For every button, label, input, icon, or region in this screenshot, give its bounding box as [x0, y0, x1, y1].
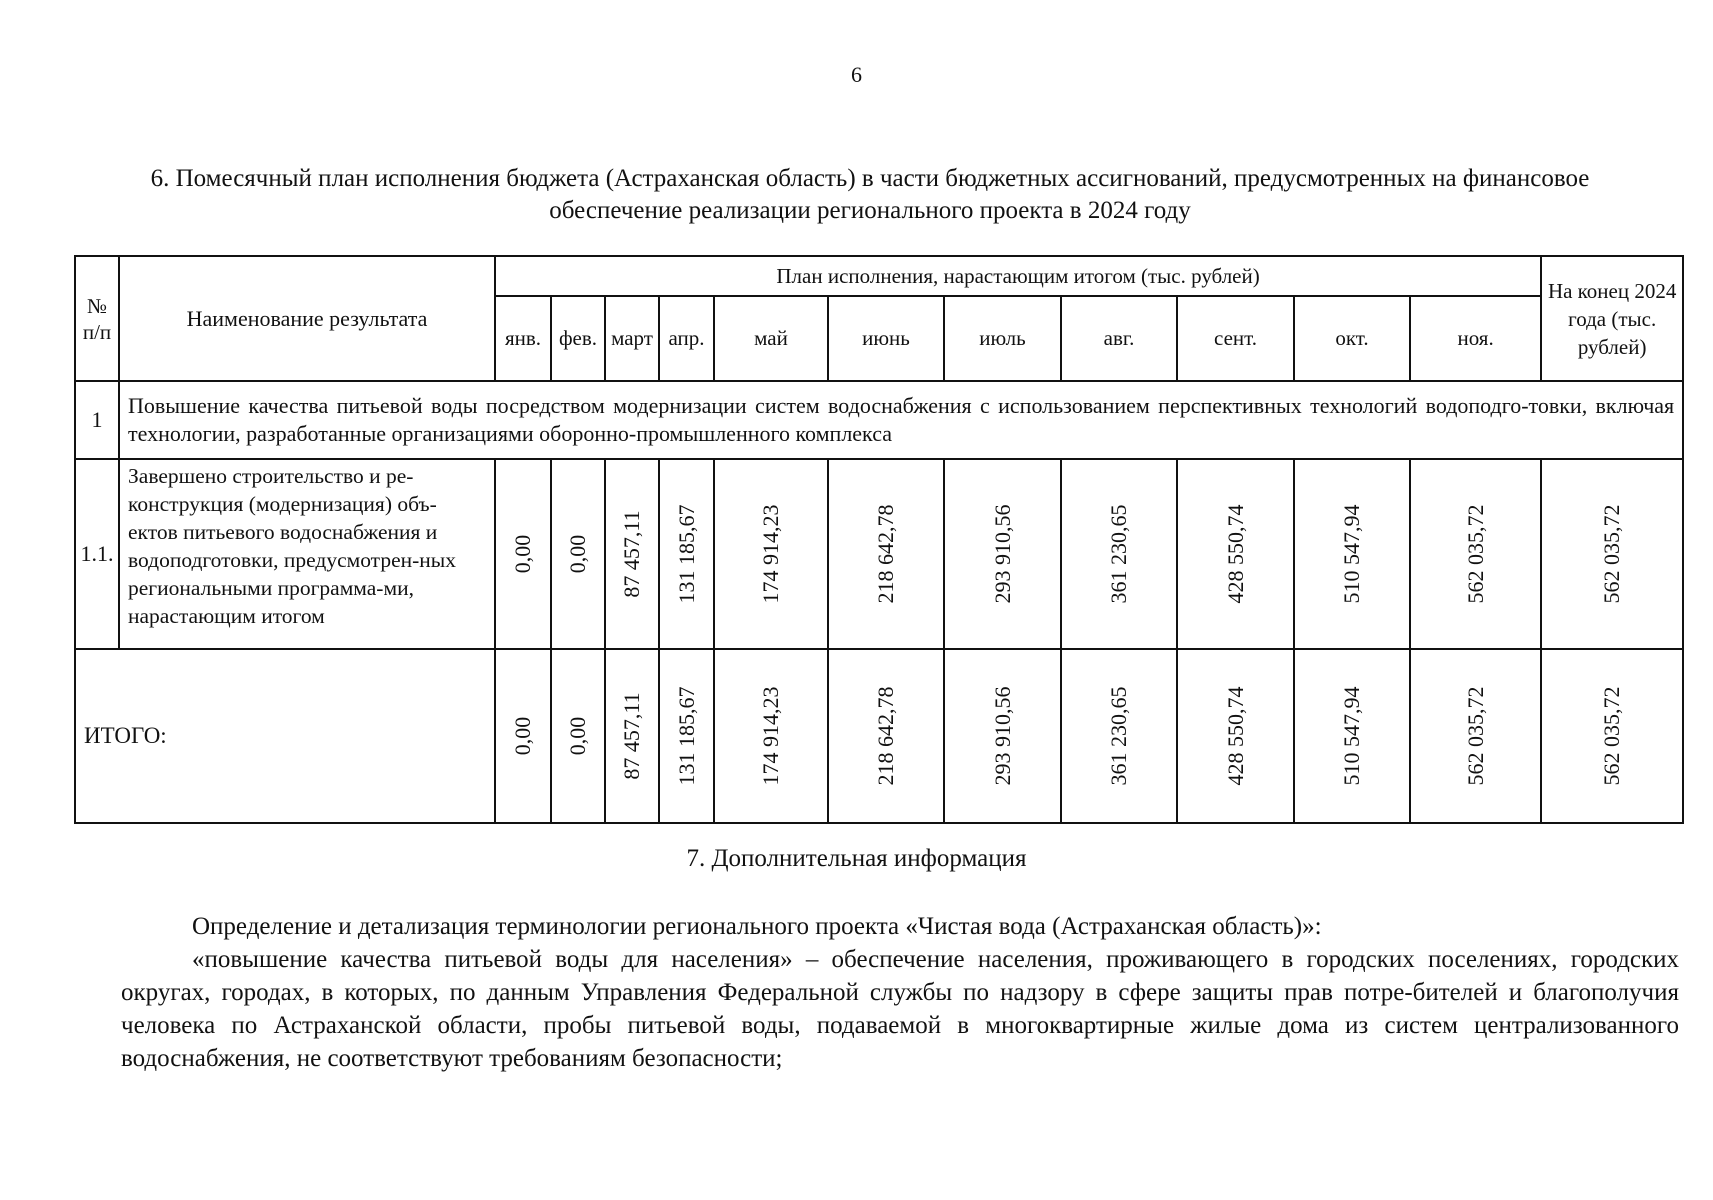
total-row-value: 0,00	[510, 716, 535, 756]
header-num: № п/п	[75, 256, 119, 381]
total-row-value: 428 550,74	[1222, 686, 1248, 786]
total-row-value: 562 035,72	[1462, 686, 1488, 786]
goal-row-num: 1	[75, 381, 119, 459]
result-row-value: 361 230,65	[1106, 504, 1131, 604]
additional-info	[121, 910, 1679, 1075]
info-paragraph: «повышение качества питьевой воды для населения» – обеспечение населения, проживающего в городских поселениях, городских округах, городах, в которых, по данным Управления Федеральной службы по надзору в сфере защиты прав потре-бителей и благополучия человека по Астраханской области, пробы питьевой воды, подаваемой в многоквартирные жилые дома из систем централизованного водоснабжения, не соответствуют требованиям безопасности;	[121, 946, 1679, 1072]
header-month: март	[605, 296, 659, 381]
info-paragraph: Определение и детализация терминологии регионального проекта «Чистая вода (Астраханская область)»:	[192, 913, 1322, 940]
result-row-value: 510 547,94	[1339, 504, 1364, 604]
result-row-value: 174 914,23	[758, 504, 783, 604]
result-row	[75, 459, 1683, 649]
header-end-of-year: На конец 2024 года (тыс. рублей)	[1541, 256, 1683, 381]
total-row-value: 0,00	[565, 716, 590, 756]
result-row-value: 87 457,11	[619, 510, 644, 598]
result-row-name: Завершено строительство и ре-конструкция (модернизация) объ-ектов питьевого водоснабжения и водоподготовки, предусмотрен-ных региональными программа-ми, нарастающим итогом	[119, 459, 495, 649]
header-month: сент.	[1177, 296, 1294, 381]
result-row-value: 562 035,72	[1462, 504, 1488, 604]
total-row-value: 218 642,78	[873, 686, 898, 786]
page-number: 6	[851, 62, 862, 87]
total-row-value: 361 230,65	[1106, 686, 1131, 786]
header-month: апр.	[659, 296, 714, 381]
result-row-num: 1.1.	[75, 459, 119, 649]
header-month: май	[714, 296, 828, 381]
total-row-value: 174 914,23	[758, 686, 783, 786]
header-month: фев.	[551, 296, 605, 381]
header-month: авг.	[1061, 296, 1177, 381]
section7-title: 7. Дополнительная информация	[686, 845, 1027, 872]
result-row-value: 293 910,56	[989, 504, 1015, 604]
total-row-end-value: 562 035,72	[1599, 686, 1625, 786]
total-row-value: 293 910,56	[989, 686, 1015, 786]
result-row-end-value: 562 035,72	[1599, 504, 1625, 604]
header-month: июль	[944, 296, 1061, 381]
header-plan: План исполнения, нарастающим итогом (тыс. рублей)	[495, 256, 1541, 296]
header-month: окт.	[1294, 296, 1410, 381]
result-row-value: 0,00	[510, 534, 535, 574]
result-row-value: 0,00	[565, 534, 590, 574]
result-row-value: 428 550,74	[1222, 504, 1248, 604]
total-row	[75, 649, 1683, 823]
header-month: ноя.	[1410, 296, 1541, 381]
total-row-label: ИТОГО:	[75, 649, 495, 823]
header-month: янв.	[495, 296, 551, 381]
total-row-value: 510 547,94	[1339, 686, 1364, 786]
goal-row-text: Повышение качества питьевой воды посредством модернизации систем водоснабжения с использованием перспективных технологий водоподго-товки, включая технологии, разработанные организациями оборонно-промышленного комплекса	[119, 381, 1683, 459]
budget-plan-table	[74, 255, 1684, 824]
total-row-value: 131 185,67	[673, 686, 699, 786]
goal-row	[75, 381, 1683, 459]
result-row-value: 131 185,67	[673, 504, 699, 604]
header-result-name: Наименование результата	[119, 256, 495, 381]
header-month: июнь	[828, 296, 944, 381]
section-title: 6. Помесячный план исполнения бюджета (Астраханская область) в части бюджетных ассигнований, предусмотренных на финансовое обеспечение реализации регионального проекта в 2024 году	[150, 165, 1590, 224]
total-row-value: 87 457,11	[619, 692, 644, 780]
result-row-value: 218 642,78	[873, 504, 898, 604]
